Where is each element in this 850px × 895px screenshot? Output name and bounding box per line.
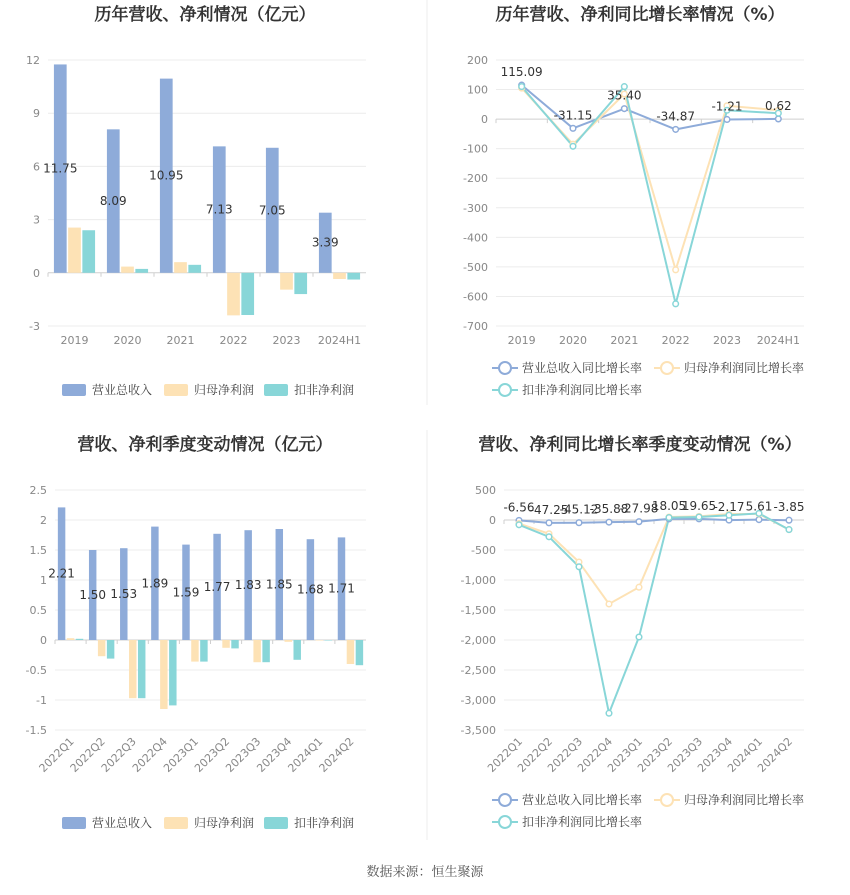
bar-2-s1-0	[67, 638, 74, 640]
data-label-3-9: -3.85	[773, 500, 805, 515]
data-label-3-1: -47.25	[529, 502, 569, 517]
point-1-s2-3	[673, 301, 679, 307]
x-tick-label-3-3: 2022Q4	[575, 734, 616, 775]
y-tick-label-3-8: 500	[475, 484, 496, 497]
point-3-s2-2	[576, 564, 582, 570]
legend-label-3-2: 扣非净利润同比增长率	[522, 815, 643, 829]
x-tick-label-3-4: 2023Q1	[605, 734, 646, 775]
data-label-0-0: 11.75	[43, 161, 78, 176]
x-tick-label-1-5: 2024H1	[756, 334, 800, 347]
y-tick-label-3-1: -3,000	[460, 694, 496, 707]
bar-0-s2-0	[82, 230, 95, 273]
x-tick-label-2-5: 2023Q2	[192, 734, 233, 775]
chart-title-1: 历年营收、净利同比增长率情况（%）	[495, 5, 785, 25]
point-1-s2-0	[519, 84, 525, 90]
data-source-note: 数据来源：恒生聚源	[366, 865, 484, 880]
point-3-s0-3	[606, 519, 612, 525]
y-tick-label-0-5: 12	[26, 54, 40, 67]
bar-0-s1-5	[333, 273, 346, 279]
data-label-3-3: -35.88	[589, 502, 629, 517]
bar-0-s2-1	[135, 269, 148, 273]
bar-2-s1-9	[347, 640, 354, 664]
point-3-s1-4	[636, 584, 642, 590]
y-tick-label-0-1: 0	[33, 266, 40, 280]
bar-0-s1-0	[68, 228, 81, 273]
y-tick-label-1-1: -600	[463, 290, 488, 304]
point-3-s0-8	[756, 517, 762, 523]
legend-swatch-marker-1-0	[499, 362, 511, 374]
bar-0-s1-2	[174, 262, 187, 273]
bar-0-s1-1	[121, 267, 134, 273]
data-label-2-5: 1.77	[203, 579, 231, 594]
data-label-3-4: -27.98	[619, 501, 659, 516]
y-tick-label-2-3: 0	[40, 634, 47, 647]
point-3-s1-3	[606, 601, 612, 607]
y-tick-label-0-0: -3	[29, 320, 40, 333]
y-tick-label-3-2: -2,500	[460, 664, 496, 677]
data-label-3-7: -2.17	[713, 500, 745, 515]
chart-title-0: 历年营收、净利情况（亿元）	[94, 5, 316, 25]
legend-swatch-marker-3-0	[499, 794, 511, 806]
data-label-3-2: -45.12	[559, 502, 599, 517]
y-tick-label-2-8: 2.5	[29, 484, 47, 497]
legend-swatch-2-2	[264, 817, 288, 829]
data-label-2-1: 1.50	[79, 588, 107, 602]
data-label-3-8: 5.61	[745, 499, 773, 514]
y-tick-label-3-5: -1,000	[460, 574, 496, 587]
data-label-1-5: 0.62	[764, 98, 792, 113]
legend-label-1-1: 归母净利润同比增长率	[684, 361, 805, 375]
data-label-3-0: -6.56	[503, 500, 535, 515]
y-tick-label-2-1: -1	[36, 694, 47, 707]
data-label-0-5: 3.39	[311, 235, 339, 250]
point-3-s2-4	[636, 634, 642, 640]
data-label-2-2: 1.53	[110, 587, 138, 602]
y-tick-label-2-0: -1.5	[25, 724, 47, 737]
x-tick-label-3-7: 2023Q4	[695, 734, 736, 775]
data-label-3-6: 19.65	[681, 498, 717, 513]
x-tick-label-0-3: 2022	[219, 334, 248, 347]
legend-swatch-marker-1-1	[661, 362, 673, 374]
legend-swatch-marker-3-2	[499, 816, 511, 828]
x-tick-label-2-6: 2023Q3	[223, 734, 264, 775]
data-label-0-4: 7.05	[258, 203, 286, 218]
x-tick-label-1-4: 2023	[713, 334, 741, 347]
legend-label-1-2: 扣非净利润同比增长率	[522, 383, 643, 397]
legend-swatch-0-2	[264, 384, 288, 396]
y-tick-label-1-6: -100	[463, 142, 488, 156]
legend-label-2-0: 营业总收入	[92, 816, 153, 830]
legend-swatch-2-1	[164, 817, 188, 829]
legend-label-2-2: 扣非净利润	[294, 816, 355, 830]
bar-2-s1-1	[98, 640, 105, 656]
bar-0-s1-3	[227, 273, 240, 316]
x-tick-label-2-2: 2022Q3	[98, 734, 139, 775]
y-tick-label-1-4: -300	[463, 201, 488, 215]
data-label-1-4: -1.21	[711, 99, 743, 114]
data-label-2-7: 1.85	[265, 577, 293, 592]
bar-2-s1-2	[129, 640, 136, 698]
legend-swatch-2-0	[62, 817, 86, 829]
x-tick-label-2-1: 2022Q2	[67, 734, 108, 775]
x-tick-label-2-7: 2023Q4	[254, 734, 295, 775]
legend-label-3-0: 营业总收入同比增长率	[522, 793, 643, 807]
data-label-0-2: 10.95	[149, 168, 184, 183]
legend-label-1-0: 营业总收入同比增长率	[522, 361, 643, 375]
y-tick-label-0-4: 9	[33, 107, 40, 121]
x-tick-label-3-6: 2023Q3	[665, 734, 706, 775]
bar-2-s2-2	[138, 640, 145, 698]
point-1-s1-3	[673, 267, 679, 273]
point-3-s2-6	[696, 514, 702, 520]
chart-title-2: 营收、净利季度变动情况（亿元）	[77, 435, 333, 455]
x-tick-label-2-0: 2022Q1	[36, 734, 77, 775]
point-1-s2-1	[570, 144, 576, 150]
point-1-s0-1	[570, 126, 576, 132]
x-tick-label-2-9: 2024Q2	[316, 734, 357, 775]
bar-2-s1-5	[222, 640, 229, 648]
bar-2-s2-5	[231, 640, 238, 648]
legend-label-0-2: 扣非净利润	[294, 383, 355, 397]
data-label-2-4: 1.59	[172, 585, 200, 600]
x-tick-label-1-3: 2022	[661, 334, 690, 347]
bar-2-s1-3	[160, 640, 167, 709]
y-tick-label-1-2: -500	[463, 260, 488, 274]
y-tick-label-3-7: 0	[489, 514, 496, 527]
y-tick-label-3-0: -3,500	[460, 724, 496, 737]
point-3-s2-9	[786, 527, 792, 533]
x-tick-label-3-0: 2022Q1	[485, 734, 526, 775]
y-tick-label-3-6: -500	[471, 544, 496, 557]
point-1-s0-2	[622, 106, 628, 112]
legend-label-0-1: 归母净利润	[194, 383, 255, 397]
y-tick-label-0-3: 6	[33, 160, 40, 174]
bar-2-s1-7	[285, 640, 292, 642]
x-tick-label-0-1: 2020	[113, 334, 142, 347]
point-3-s0-1	[546, 520, 552, 526]
point-3-s2-3	[606, 710, 612, 716]
point-1-s0-4	[724, 117, 730, 123]
point-3-s0-9	[786, 517, 792, 523]
data-label-1-3: -34.87	[656, 109, 696, 124]
y-tick-label-1-7: 0	[481, 113, 488, 127]
y-tick-label-2-6: 1.5	[29, 544, 47, 557]
bar-2-s2-1	[107, 640, 114, 659]
x-tick-label-2-3: 2022Q4	[129, 734, 170, 775]
data-label-0-3: 7.13	[205, 202, 233, 217]
data-label-2-3: 1.89	[141, 576, 169, 591]
bar-2-s2-0	[76, 639, 83, 640]
legend-swatch-marker-1-2	[499, 384, 511, 396]
y-tick-label-1-3: -400	[463, 231, 488, 245]
legend-swatch-0-1	[164, 384, 188, 396]
data-label-2-0: 2.21	[48, 566, 75, 581]
point-3-s0-2	[576, 520, 582, 526]
data-label-2-9: 1.71	[328, 581, 355, 596]
chart-title-3: 营收、净利同比增长率季度变动情况（%）	[478, 435, 802, 455]
data-label-1-2: 35.40	[607, 88, 642, 103]
y-tick-label-0-2: 3	[33, 213, 40, 227]
x-tick-label-0-4: 2023	[272, 334, 301, 347]
y-tick-label-1-0: -700	[463, 320, 488, 333]
y-tick-label-1-8: 100	[467, 83, 488, 97]
data-label-3-5: 18.05	[651, 498, 687, 513]
y-tick-label-2-7: 2	[40, 514, 47, 527]
x-tick-label-3-9: 2024Q2	[755, 734, 796, 775]
y-tick-label-1-9: 200	[467, 54, 488, 67]
series-line-3-s1	[519, 514, 789, 604]
point-3-s2-1	[546, 534, 552, 540]
y-tick-label-3-3: -2,000	[460, 634, 496, 647]
legend-swatch-0-0	[62, 384, 86, 396]
point-3-s2-0	[516, 522, 522, 528]
data-label-1-1: -31.15	[553, 108, 593, 123]
bar-2-s2-8	[325, 640, 332, 641]
legend-label-2-1: 归母净利润	[194, 816, 255, 830]
y-tick-label-2-5: 1	[40, 574, 47, 587]
bar-0-s2-5	[347, 273, 360, 280]
data-label-2-6: 1.83	[234, 578, 262, 593]
data-label-1-0: 115.09	[500, 65, 543, 80]
x-tick-label-2-4: 2023Q1	[161, 734, 202, 775]
bar-2-s1-6	[253, 640, 260, 662]
x-tick-label-2-8: 2024Q1	[285, 734, 326, 775]
bar-0-s2-4	[294, 273, 307, 294]
point-3-s2-5	[666, 515, 672, 521]
bar-2-s1-8	[316, 640, 323, 641]
bar-0-s2-3	[241, 273, 254, 315]
x-tick-label-0-2: 2021	[166, 334, 195, 347]
x-tick-label-1-0: 2019	[507, 334, 536, 347]
bar-2-s2-9	[356, 640, 363, 665]
data-label-0-1: 8.09	[99, 194, 127, 209]
bar-0-s1-4	[280, 273, 293, 290]
bar-2-s1-4	[191, 640, 198, 662]
x-tick-label-0-5: 2024H1	[317, 334, 362, 347]
x-tick-label-0-0: 2019	[60, 334, 89, 347]
bar-2-s2-6	[262, 640, 269, 662]
point-1-s0-5	[776, 116, 782, 122]
data-label-2-8: 1.68	[297, 582, 324, 597]
bar-2-s2-7	[293, 640, 300, 660]
x-tick-label-3-8: 2024Q1	[725, 734, 766, 775]
x-tick-label-3-5: 2023Q2	[635, 734, 676, 775]
y-tick-label-3-4: -1,500	[460, 604, 496, 617]
y-tick-label-2-2: -0.5	[25, 664, 47, 677]
bar-2-s2-4	[200, 640, 207, 662]
y-tick-label-1-5: -200	[463, 172, 488, 186]
x-tick-label-1-1: 2020	[559, 334, 587, 347]
point-1-s0-3	[673, 127, 679, 133]
bar-0-s2-2	[188, 265, 201, 273]
point-3-s0-4	[636, 519, 642, 525]
x-tick-label-1-2: 2021	[610, 334, 639, 347]
legend-label-3-1: 归母净利润同比增长率	[684, 793, 805, 807]
y-tick-label-2-4: 0.5	[29, 604, 47, 617]
legend-swatch-marker-3-1	[661, 794, 673, 806]
x-tick-label-3-1: 2022Q2	[515, 734, 556, 775]
x-tick-label-3-2: 2022Q3	[545, 734, 586, 775]
legend-label-0-0: 营业总收入	[92, 383, 153, 397]
bar-2-s2-3	[169, 640, 176, 705]
